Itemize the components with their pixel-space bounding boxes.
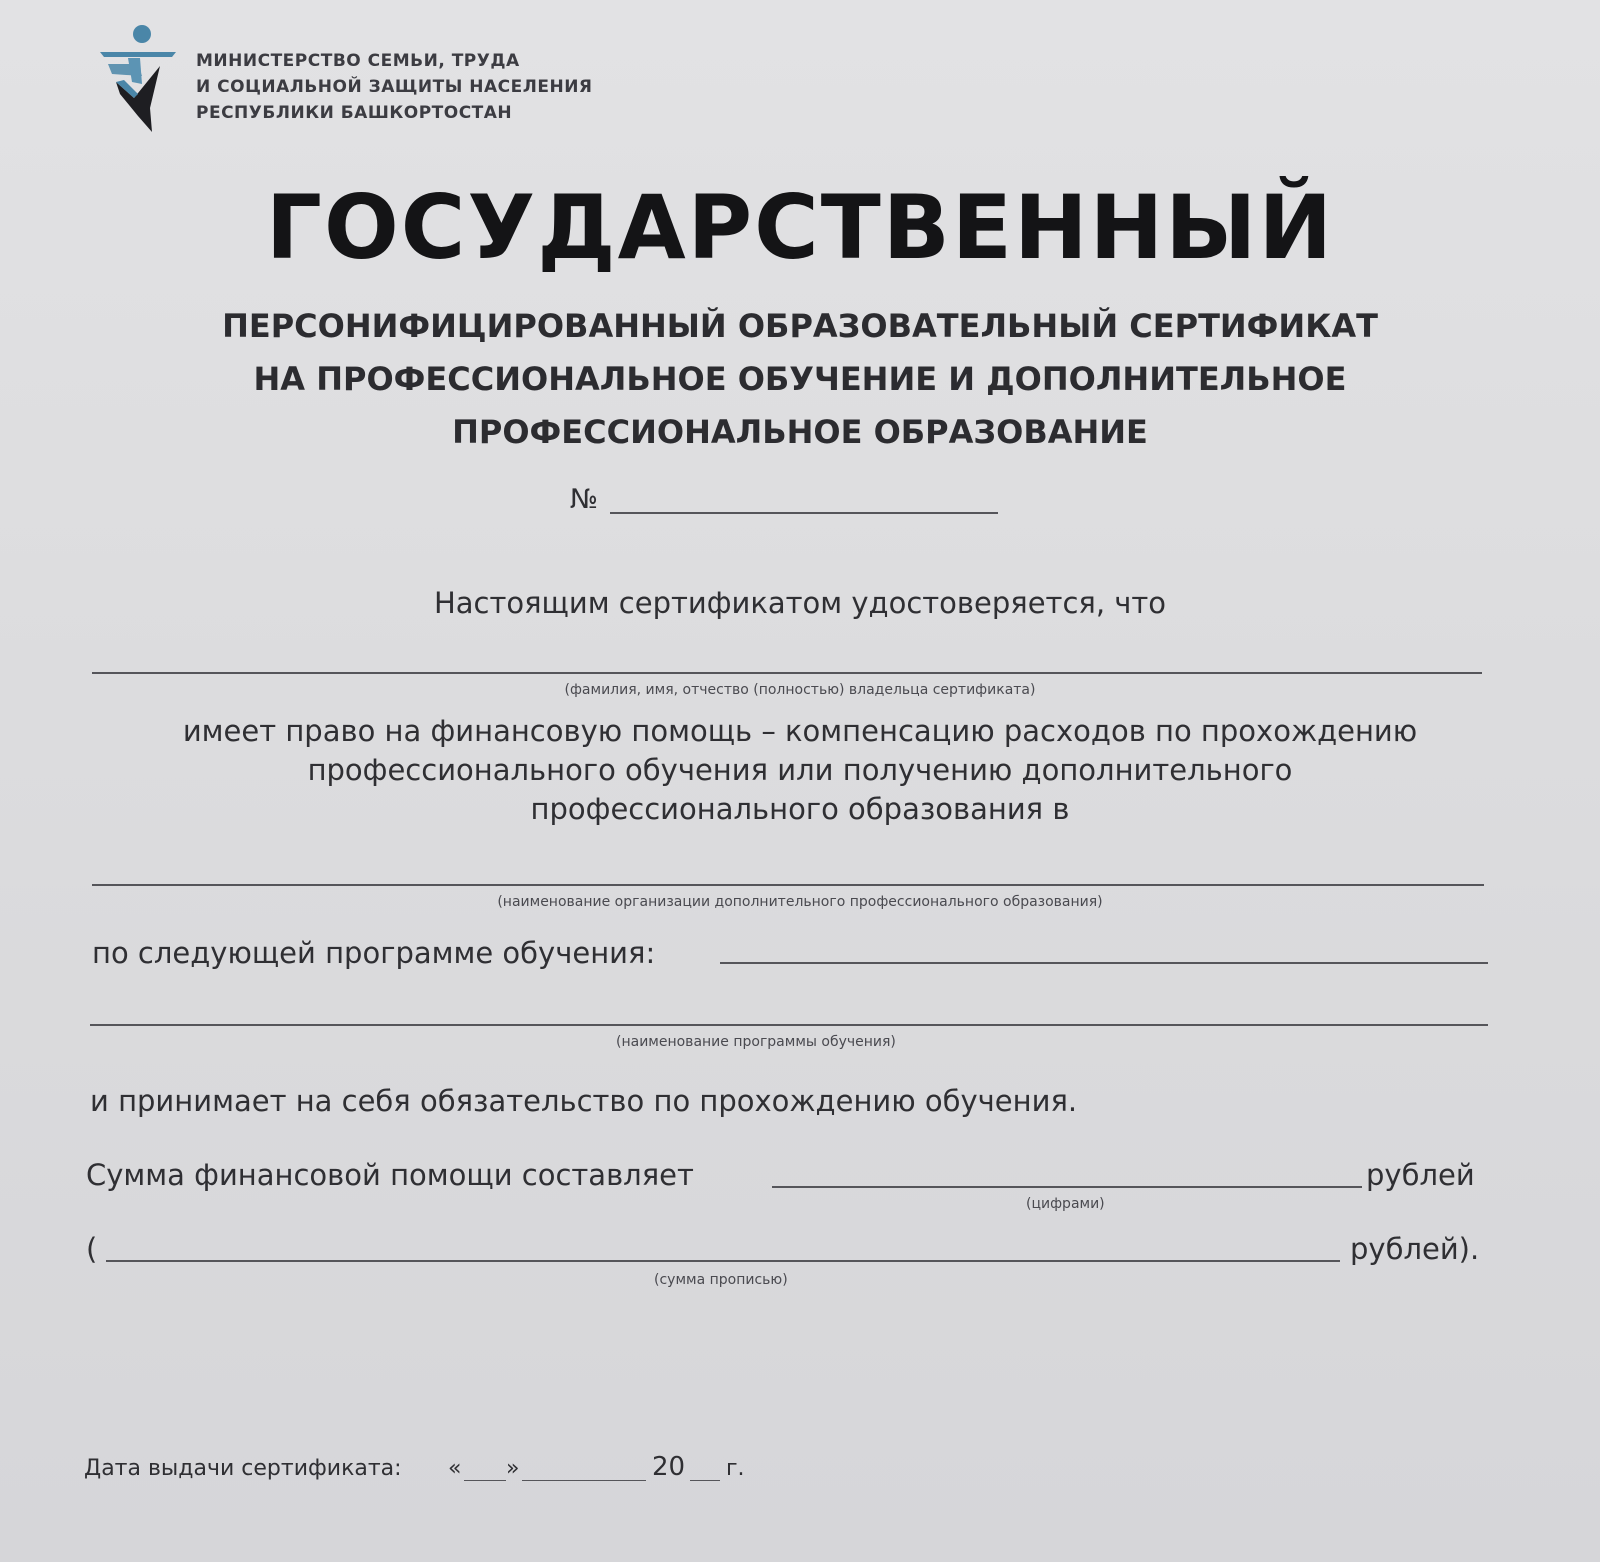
holder-name-line[interactable] xyxy=(92,672,1482,674)
issue-date-quote-open: « xyxy=(448,1456,462,1481)
amount-words-line[interactable] xyxy=(106,1260,1340,1262)
program-line-2[interactable] xyxy=(90,1024,1488,1026)
rubles-closing-label: рублей). xyxy=(1350,1232,1480,1266)
amount-digits-line[interactable] xyxy=(772,1186,1362,1188)
ministry-line: РЕСПУБЛИКИ БАШКОРТОСТАН xyxy=(196,103,513,123)
subtitle-line: ПЕРСОНИФИЦИРОВАННЫЙ ОБРАЗОВАТЕЛЬНЫЙ СЕРТИФИКАТ xyxy=(222,307,1378,345)
subtitle-line: ПРОФЕССИОНАЛЬНОЕ ОБРАЗОВАНИЕ xyxy=(452,413,1148,451)
rights-line: профессионального обучения или получению дополнительного xyxy=(307,753,1293,787)
rubles-label: рублей xyxy=(1366,1158,1475,1192)
organization-line[interactable] xyxy=(92,884,1484,886)
issue-year-suffix: г. xyxy=(726,1456,745,1481)
subtitle-line: НА ПРОФЕССИОНАЛЬНОЕ ОБУЧЕНИЕ И ДОПОЛНИТЕЛЬНОЕ xyxy=(253,360,1347,398)
issue-date-quote-close: » xyxy=(506,1456,520,1481)
ministry-line: МИНИСТЕРСТВО СЕМЬИ, ТРУДА xyxy=(196,51,520,71)
open-paren: ( xyxy=(86,1232,98,1266)
certificate-subtitle xyxy=(0,300,1600,459)
program-caption: (наименование программы обучения) xyxy=(616,1034,896,1050)
digits-caption: (цифрами) xyxy=(1026,1196,1105,1212)
ministry-emblem-icon xyxy=(98,24,178,136)
number-field-line[interactable] xyxy=(610,512,998,514)
issue-year-prefix: 20 xyxy=(652,1452,686,1482)
issue-year-line[interactable] xyxy=(690,1480,720,1481)
program-line-1[interactable] xyxy=(720,962,1488,964)
ministry-line: И СОЦИАЛЬНОЙ ЗАЩИТЫ НАСЕЛЕНИЯ xyxy=(196,77,593,97)
rights-line: профессионального образования в xyxy=(530,792,1070,826)
ministry-name xyxy=(196,48,593,126)
amount-label: Сумма финансовой помощи составляет xyxy=(86,1158,694,1192)
issue-day-line[interactable] xyxy=(464,1480,506,1481)
program-label: по следующей программе обучения: xyxy=(92,936,656,970)
obligation-text: и принимает на себя обязательство по прохождению обучения. xyxy=(90,1084,1078,1118)
certificate-title: ГОСУДАРСТВЕННЫЙ xyxy=(265,176,1335,279)
certifies-text: Настоящим сертификатом удостоверяется, что xyxy=(433,586,1167,620)
number-label: № xyxy=(570,484,599,515)
words-caption: (сумма прописью) xyxy=(654,1272,788,1288)
issue-month-line[interactable] xyxy=(522,1480,646,1481)
issue-date-label: Дата выдачи сертификата: xyxy=(84,1456,402,1481)
organization-caption: (наименование организации дополнительного профессионального образования) xyxy=(497,894,1103,910)
holder-caption: (фамилия, имя, отчество (полностью) владельца сертификата) xyxy=(564,682,1036,698)
rights-line: имеет право на финансовую помощь – компенсацию расходов по прохождению xyxy=(182,714,1418,748)
rights-paragraph xyxy=(0,712,1600,829)
